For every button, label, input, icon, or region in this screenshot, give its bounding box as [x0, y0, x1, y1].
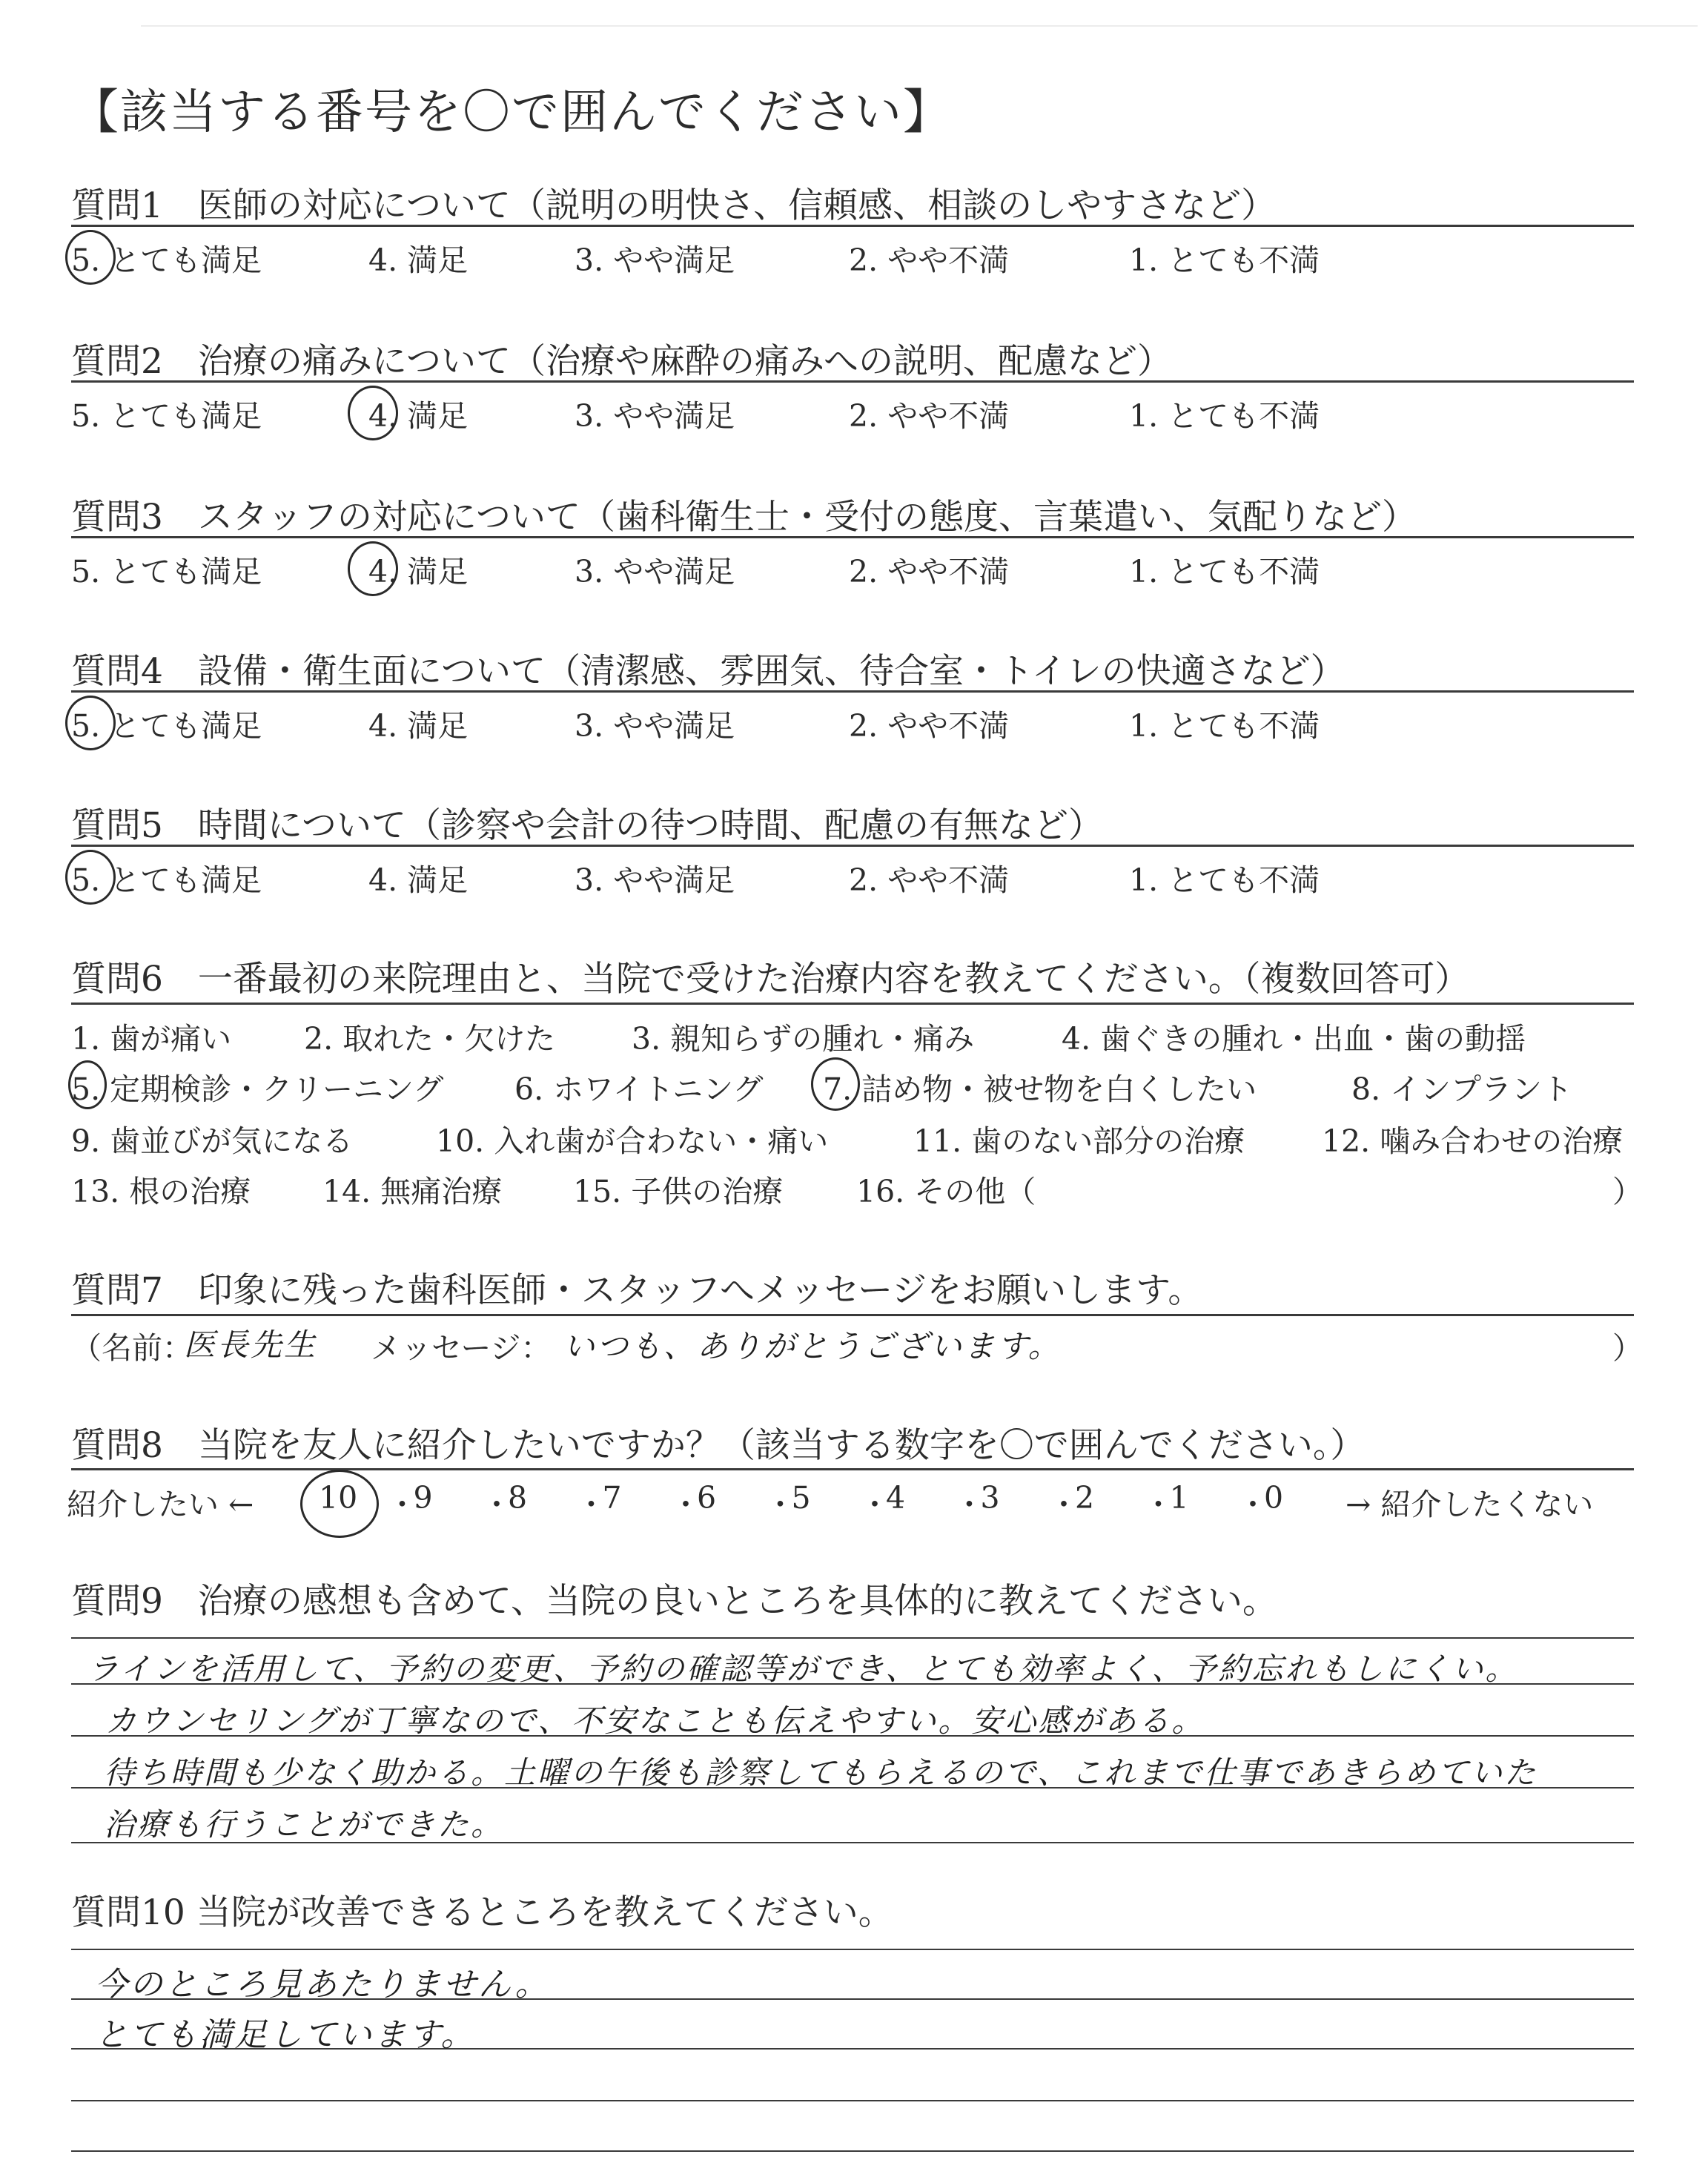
q7-name-value[interactable]: 医長先生 [184, 1327, 318, 1363]
q8-scale-separator: ・ [481, 1487, 512, 1522]
q1-option-3[interactable]: 3. やや満足 [575, 242, 735, 278]
q4-option-1[interactable]: 1. とても不満 [1129, 708, 1320, 744]
q7-message-value[interactable]: いつも、ありがとうございます。 [563, 1328, 1062, 1364]
q8-scale-9[interactable]: 9 [413, 1480, 433, 1516]
q8-right-label: → 紹介したくない [1345, 1487, 1594, 1522]
q1-title: 質問1 医師の対応について（説明の明快さ、信頼感、相談のしやすさなど） [71, 185, 1277, 226]
q4-option-3[interactable]: 3. やや満足 [575, 708, 735, 744]
q5-rule [71, 845, 1634, 847]
q10-answer-line[interactable]: 今のところ見あたりません。 [95, 1966, 550, 2004]
q8-scale-7[interactable]: 7 [602, 1480, 622, 1516]
q4-title: 質問4 設備・衛生面について（清潔感、雰囲気、待合室・トイレの快適さなど） [71, 651, 1345, 692]
q4-rule [71, 690, 1634, 693]
q5-option-2[interactable]: 2. やや不満 [849, 862, 1010, 898]
q6-option-9[interactable]: 9. 歯並びが気になる [71, 1123, 354, 1159]
q8-scale-3[interactable]: 3 [980, 1480, 1000, 1516]
q2-option-5[interactable]: 5. とても満足 [71, 398, 262, 434]
q10-answer-rule [71, 2150, 1634, 2152]
q7-close: ） [1612, 1330, 1643, 1366]
q8-rule [71, 1468, 1634, 1470]
q7-message-label: メッセージ： [371, 1330, 552, 1366]
q1-option-2[interactable]: 2. やや不満 [849, 242, 1010, 278]
q8-scale-8[interactable]: 8 [508, 1480, 528, 1516]
q10-answer-line[interactable]: とても満足しています。 [95, 2016, 476, 2054]
q8-scale-separator: ・ [954, 1487, 984, 1522]
q1-rule [71, 225, 1634, 227]
q1-option-1[interactable]: 1. とても不満 [1129, 242, 1320, 278]
q5-option-1[interactable]: 1. とても不満 [1129, 862, 1320, 898]
top-border [141, 25, 1698, 27]
q8-scale-separator: ・ [1143, 1487, 1174, 1522]
q8-title: 質問8 当院を友人に紹介したいですか？（該当する数字を〇で囲んでください。） [71, 1425, 1366, 1466]
q8-scale-4[interactable]: 4 [886, 1480, 906, 1516]
q6-option-12[interactable]: 12. 噛み合わせの治療 [1322, 1123, 1623, 1159]
q6-option-7[interactable]: 7. 詰め物・被せ物を白くしたい [823, 1071, 1257, 1107]
q6-option-8[interactable]: 8. インプラント [1351, 1071, 1573, 1107]
q6-rule [71, 1003, 1634, 1005]
q2-answer-circle [348, 386, 398, 440]
q3-option-4[interactable]: 4. 満足 [368, 554, 469, 589]
q2-option-3[interactable]: 3. やや満足 [575, 398, 735, 434]
q2-rule [71, 380, 1634, 383]
q8-scale-2[interactable]: 2 [1075, 1480, 1095, 1516]
q8-scale-6[interactable]: 6 [697, 1480, 717, 1516]
q8-scale-separator: ・ [576, 1487, 606, 1522]
q3-title: 質問3 スタッフの対応について（歯科衛生士・受付の態度、言葉遣い、気配りなど） [71, 497, 1417, 538]
q9-answer-line[interactable]: ラインを活用して、予約の変更、予約の確認等ができ、とても効率よく、予約忘れもしにくい。 [87, 1651, 1519, 1687]
q8-scale-10[interactable]: 10 [319, 1480, 358, 1516]
q4-option-4[interactable]: 4. 満足 [368, 708, 469, 744]
q10-answer-rule [71, 1949, 1634, 1950]
q6-option-13[interactable]: 13. 根の治療 [71, 1174, 251, 1209]
q8-scale-separator: ・ [859, 1487, 890, 1522]
q7-rule [71, 1314, 1634, 1316]
q9-answer-line[interactable]: カウンセリングが丁寧なので、不安なことも伝えやすい。安心感がある。 [105, 1702, 1205, 1739]
q5-title: 質問5 時間について（診察や会計の待つ時間、配慮の有無など） [71, 805, 1103, 846]
q6-option-4[interactable]: 4. 歯ぐきの腫れ・出血・歯の動揺 [1062, 1021, 1526, 1057]
q3-rule [71, 536, 1634, 538]
q6-circle-7 [811, 1057, 860, 1111]
q2-option-2[interactable]: 2. やや不満 [849, 398, 1010, 434]
q8-scale-1[interactable]: 1 [1169, 1480, 1189, 1516]
q1-option-5[interactable]: 5. とても満足 [71, 242, 262, 278]
q8-scale-separator: ・ [1237, 1487, 1268, 1522]
q8-scale-0[interactable]: 0 [1264, 1480, 1284, 1516]
q2-title: 質問2 治療の痛みについて（治療や麻酔の痛みへの説明、配慮など） [71, 341, 1173, 382]
q6-option-3[interactable]: 3. 親知らずの腫れ・痛み [632, 1021, 975, 1057]
q6-option-5[interactable]: 5. 定期検診・クリーニング [71, 1071, 444, 1107]
q8-scale-separator: ・ [765, 1487, 795, 1522]
q6-option-15[interactable]: 15. 子供の治療 [573, 1174, 784, 1209]
q9-answer-line[interactable]: 治療も行うことができた。 [104, 1806, 505, 1843]
q1-answer-circle [65, 230, 116, 285]
q6-option-14[interactable]: 14. 無痛治療 [322, 1174, 503, 1209]
q3-option-3[interactable]: 3. やや満足 [575, 554, 735, 589]
q6-circle-5 [68, 1060, 107, 1109]
q4-answer-circle [65, 696, 116, 750]
q5-answer-circle [65, 850, 116, 905]
q3-option-5[interactable]: 5. とても満足 [71, 554, 262, 589]
q8-scale-separator: ・ [670, 1487, 701, 1522]
q5-option-5[interactable]: 5. とても満足 [71, 862, 262, 898]
q6-option-11[interactable]: 11. 歯のない部分の治療 [913, 1123, 1245, 1159]
q9-title: 質問9 治療の感想も含めて、当院の良いところを具体的に教えてください。 [71, 1581, 1277, 1622]
q8-scale-5[interactable]: 5 [791, 1480, 811, 1516]
q6-option-6[interactable]: 6. ホワイトニング [514, 1071, 764, 1107]
q3-option-1[interactable]: 1. とても不満 [1129, 554, 1320, 589]
q9-answer-line[interactable]: 待ち時間も少なく助かる。土曜の午後も診察してもらえるので、これまで仕事であきらめていた [104, 1754, 1538, 1791]
q2-option-1[interactable]: 1. とても不満 [1129, 398, 1320, 434]
q3-answer-circle [348, 541, 398, 596]
q6-option-16[interactable]: 16. その他（ [856, 1174, 1036, 1209]
q9-answer-rule [71, 1637, 1634, 1639]
q10-title: 質問10 当院が改善できるところを教えてください。 [71, 1892, 893, 1933]
q10-answer-rule [71, 2100, 1634, 2101]
q3-option-2[interactable]: 2. やや不満 [849, 554, 1010, 589]
q1-option-4[interactable]: 4. 満足 [368, 242, 469, 278]
q5-option-3[interactable]: 3. やや満足 [575, 862, 735, 898]
q5-option-4[interactable]: 4. 満足 [368, 862, 469, 898]
q6-other-close: ） [1612, 1174, 1643, 1209]
page-heading: 【該当する番号を〇で囲んでください】 [71, 85, 952, 140]
q7-title: 質問7 印象に残った歯科医師・スタッフへメッセージをお願いします。 [71, 1270, 1203, 1311]
q8-circle-10 [300, 1470, 379, 1538]
q8-scale-separator: ・ [1048, 1487, 1079, 1522]
q6-option-2[interactable]: 2. 取れた・欠けた [304, 1021, 556, 1057]
q8-left-label: 紹介したい ← [67, 1487, 254, 1522]
q2-option-4[interactable]: 4. 満足 [368, 398, 469, 434]
q6-option-1[interactable]: 1. 歯が痛い [71, 1021, 232, 1057]
q4-option-5[interactable]: 5. とても満足 [71, 708, 262, 744]
q7-name-label: （名前： [71, 1330, 193, 1366]
q6-option-10[interactable]: 10. 入れ歯が合わない・痛い [436, 1123, 829, 1159]
q8-scale-separator: ・ [387, 1487, 417, 1522]
q4-option-2[interactable]: 2. やや不満 [849, 708, 1010, 744]
q6-title: 質問6 一番最初の来院理由と、当院で受けた治療内容を教えてください。（複数回答可） [71, 959, 1470, 1000]
